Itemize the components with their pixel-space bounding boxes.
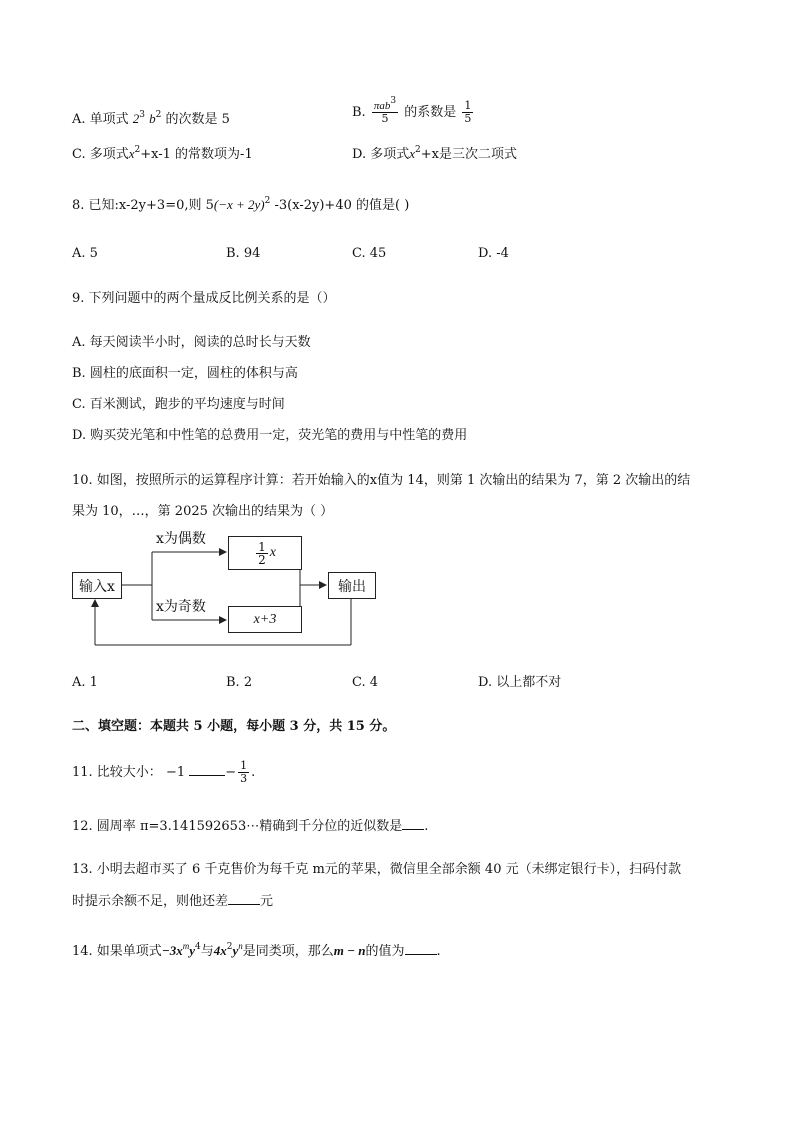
- q7-b-coefficient-fraction: [372, 96, 398, 125]
- q7-a-exp1: 3: [139, 110, 146, 120]
- q7-b-den: 5: [381, 112, 389, 125]
- q14-term2-coef: 4x: [213, 943, 227, 958]
- q14-term2-y: y: [232, 943, 239, 958]
- q8-option-c: C. 45: [352, 246, 387, 261]
- q14-mid: 与: [200, 944, 214, 959]
- q13-line1: 13. 小明去超市买了 6 千克售价为每千克 m元的苹果，微信里全部余额 40 元（未绑定银行卡），扫码付款: [72, 862, 682, 877]
- q10-option-a: A. 1: [72, 675, 98, 690]
- q11-minus: −: [225, 765, 237, 780]
- q14-suffix: 的值为: [365, 944, 405, 959]
- q9-stem: 9. 下列问题中的两个量成反比例关系的是（）: [72, 291, 336, 306]
- q8-stem-b: -3(x-2y)+40 的值是( ): [270, 198, 410, 213]
- q8-option-d: D. -4: [478, 246, 509, 261]
- q8-stem-a: 8. 已知:x-2y+3=0,则 5: [72, 198, 214, 213]
- flow-half-fraction: [256, 541, 268, 566]
- flow-output-label: 输出: [338, 578, 366, 595]
- q11-end: .: [251, 765, 256, 780]
- q12-answer-blank[interactable]: [402, 817, 424, 830]
- flow-input-label: 输入x: [79, 578, 115, 595]
- q12-end: .: [424, 819, 429, 834]
- q11-fraction: [238, 760, 249, 785]
- q13-line2-b: 元: [260, 894, 274, 909]
- q7-b-prefix: B.: [352, 105, 366, 120]
- q7-b-value-fraction: [462, 100, 473, 125]
- q14-answer-blank[interactable]: [405, 942, 437, 955]
- q14-term1-yexp: 4: [194, 942, 201, 952]
- q8-paren-exp: 2: [264, 196, 271, 206]
- q14-after: 是同类项，那么: [242, 944, 334, 959]
- flow-half-den: 2: [258, 552, 266, 567]
- q14-stem: [72, 942, 441, 961]
- q7-b-val-num: 1: [464, 99, 472, 112]
- q10-option-c: C. 4: [352, 675, 379, 690]
- q10-option-d: D. 以上都不对: [478, 675, 562, 690]
- q7-a-suffix: 的次数是 5: [165, 112, 230, 127]
- q10-flowchart: [70, 528, 390, 653]
- q7-b-mid: 的系数是: [404, 105, 457, 120]
- q14-expr: m − n: [333, 943, 366, 958]
- q13-answer-blank[interactable]: [228, 892, 260, 905]
- flow-input-box: [72, 572, 122, 599]
- q7-d-var: x: [409, 146, 416, 161]
- q10-stem-line1: 10. 如图，按照所示的运算程序计算：若开始输入的x值为 14，则第 1 次输出的结果为 7，第 2 次输出的结: [72, 473, 691, 488]
- flow-odd-label: x为奇数: [156, 599, 206, 615]
- q8-option-a: A. 5: [72, 246, 98, 261]
- q8-option-b: B. 94: [226, 246, 261, 261]
- q9-option-b: B. 圆柱的底面积一定，圆柱的体积与高: [72, 366, 298, 381]
- q11-left: −1: [165, 765, 186, 780]
- q7-a-base1: 2: [132, 111, 140, 126]
- q7-d-exp: 2: [415, 145, 421, 155]
- q9-option-d: D. 购买荧光笔和中性笔的总费用一定，荧光笔的费用与中性笔的费用: [72, 428, 468, 443]
- q8-paren-expr: (−x + 2y): [213, 197, 265, 212]
- flow-even-label: x为偶数: [156, 531, 206, 547]
- q7-b-num: πab: [373, 100, 391, 112]
- q14-term2-xexp: 2: [226, 942, 233, 952]
- q7-c-exp: 2: [134, 145, 141, 155]
- q14-term2-yexp: n: [238, 941, 243, 951]
- q13-line2: [72, 892, 273, 911]
- q12-stem: [72, 817, 428, 836]
- q14-end: .: [436, 944, 441, 959]
- q8-stem: [72, 196, 409, 215]
- q7-option-b: [352, 96, 475, 125]
- q7-c-var: x: [128, 146, 135, 161]
- q7-option-c: [72, 145, 253, 164]
- q9-option-c: C. 百米测试，跑步的平均速度与时间: [72, 397, 285, 412]
- section2-heading: 二、填空题：本题共 5 小题，每小题 3 分，共 15 分。: [72, 719, 396, 734]
- q7-b-num-exp: 3: [390, 96, 397, 106]
- q14-term1-xexp: m: [182, 941, 190, 951]
- q7-a-prefix: A. 单项式: [72, 112, 129, 127]
- q7-d-prefix: D. 多项式: [352, 147, 410, 162]
- q10-stem-line2: 果为 10，…，第 2025 次输出的结果为（ ）: [72, 504, 334, 519]
- flow-output-box: [328, 572, 376, 599]
- q7-c-suffix: +x-1 的常数项为-1: [140, 147, 253, 162]
- q14-term1-coef: −3x: [161, 943, 183, 958]
- q12-stem-text: 12. 圆周率 π=3.141592653⋯精确到千分位的近似数是: [72, 819, 403, 834]
- q13-line2-a: 时提示余额不足，则他还差: [72, 894, 229, 909]
- q11-stem: [72, 758, 255, 788]
- flow-half-var: x: [269, 545, 276, 560]
- flow-half-num: 1: [258, 539, 266, 554]
- q14-term1-y: y: [189, 943, 195, 958]
- q7-d-suffix: +x是三次二项式: [420, 147, 517, 162]
- q11-frac-num: 1: [240, 759, 248, 772]
- q7-a-base2: b: [149, 111, 156, 126]
- q10-option-b: B. 2: [226, 675, 253, 690]
- q7-c-prefix: C. 多项式: [72, 147, 129, 162]
- q11-answer-blank[interactable]: [189, 763, 225, 776]
- q11-frac-den: 3: [240, 772, 248, 785]
- q9-option-a: A. 每天阅读半小时，阅读的总时长与天数: [72, 335, 311, 350]
- q7-a-exp2: 2: [155, 110, 162, 120]
- q7-option-d: [352, 145, 517, 164]
- q7-b-val-den: 5: [464, 112, 472, 125]
- q11-stem-text: 11. 比较大小：: [72, 765, 162, 780]
- q7-option-a: [72, 110, 230, 129]
- flow-plus3-box: [228, 606, 302, 633]
- flow-half-box: [228, 536, 302, 570]
- q14-prefix: 14. 如果单项式: [72, 944, 162, 959]
- flow-plus3-label: x+3: [253, 611, 277, 627]
